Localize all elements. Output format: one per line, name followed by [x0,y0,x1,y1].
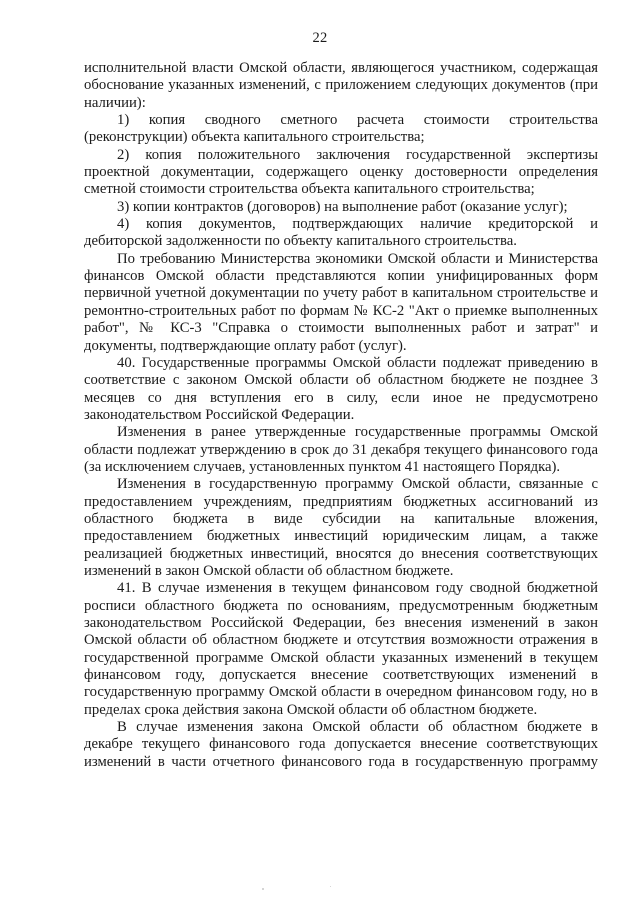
paragraph-clause-41: 41. В случае изменения в текущем финансовом году сводной бюджетной росписи областного бюджета по основаниям, предусмотренным бюджетным законодательством Российской Федерации, без внесения изменений в закон Омской области об областном бюджете и отсутствия возможности отражения в государственной программе Омской области указанных изменений в текущем финансовом году, допускается внесение соответствующих изменений в государственную программу Омской области в очередном финансовом году, но в пределах срока действия закона Омской области об областном бюджете. [84,580,598,718]
paragraph-list-item-3: 3) копии контрактов (договоров) на выполнение работ (оказание услуг); [117,198,568,215]
paragraph-documents-intro: исполнительной власти Омской области, являющегося участником, содержащая обоснование указанных изменений, с приложением следующих документов (при наличии): [84,60,598,111]
paragraph-december-changes: В случае изменения закона Омской области об областном бюджете в декабре текущего финансового года допускается внесение соответствующих изменений в части отчетного финансового года в государственную программу [84,719,598,770]
paragraph-ks-forms: По требованию Министерства экономики Омской области и Министерства финансов Омской области представляются копии унифицированных форм первичной учетной документации по учету работ в капитальном строительстве и ремонтно-строительных работ по формам № КС-2 "Акт о приемке выполненных работ", № КС-3 "Справка о стоимости выполненных работ и затрат" и документы, подтверждающие оплату работ (услуг). [84,250,598,354]
paragraph-clause-40: 40. Государственные программы Омской области подлежат приведению в соответствие с законом Омской области об областном бюджете не позднее 3 месяцев со дня вступления его в силу, если иное не предусмотрено законодательством Российской Федерации. [84,354,598,423]
paragraph-list-item-2: 2) копия положительного заключения государственной экспертизы проектной документации, содержащего оценку достоверности определения сметной стоимости строительства объекта капитального строительства; [84,146,598,198]
paragraph-capital-investments: Изменения в государственную программу Омской области, связанные с предоставлением учреждениям, предприятиям бюджетных ассигнований из областного бюджета в виде субсидии на капитальные вложения, предоставлением бюджетных инвестиций юридическим лицам, а также реализацией бюджетных инвестиций, вносятся до внесения соответствующих изменений в закон Омской области об областном бюджете. [84,476,598,579]
paragraph-changes-deadline: Изменения в ранее утвержденные государственные программы Омской области подлежат утверждению в срок до 31 декабря текущего финансового года (за исключением случаев, установленных пунктом 41 настоящего Порядка). [84,424,598,475]
document-body [84,60,598,771]
scan-speck [330,886,331,887]
page-number: 22 [312,30,328,46]
scan-speck [262,888,264,890]
paragraph-list-item-1: 1) копия сводного сметного расчета стоимости строительства (реконструкции) объекта капитального строительства; [84,112,598,146]
paragraph-list-item-4: 4) копия документов, подтверждающих наличие кредиторской и дебиторской задолженности по объекту капитального строительства. [84,216,598,250]
